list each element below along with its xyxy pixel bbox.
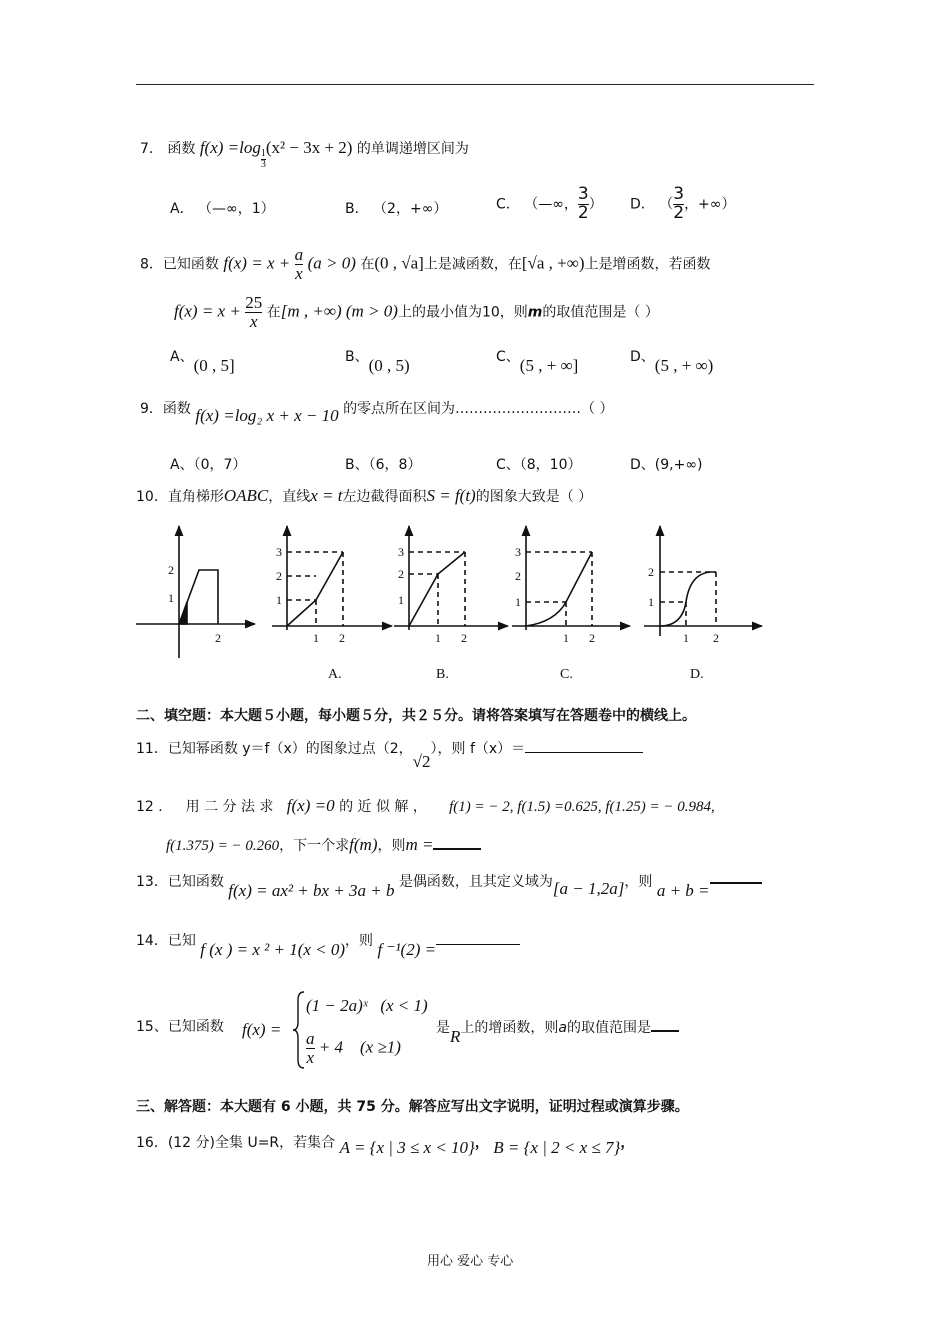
d-xtick-2: 2 <box>713 631 719 645</box>
q7-formula-arg: (x² − 3x + 2) <box>265 138 353 157</box>
q8-option-d: D、(5 , + ∞) <box>630 349 714 375</box>
trapezoid-graph <box>136 526 255 658</box>
q9-option-d: D、(9,+∞) <box>630 457 703 473</box>
a-ytick-1: 1 <box>276 593 282 607</box>
q15-case-2: $\frac{a}{x}$ + 4 (x ≥1) <box>306 1029 401 1067</box>
q15-brace <box>292 990 306 1070</box>
d-ytick-1: 1 <box>648 595 654 609</box>
a-ytick-3: 3 <box>276 545 282 559</box>
q10-line: 10．直角梯形OABC，直线x = t左边截得面积S = f(t)的图象大致是（ ） <box>136 486 593 505</box>
section-3-heading: 三、解答题：本大题有 6 小题，共 75 分。解答应写出文字说明，证明过程或演算步骤。 <box>136 1099 689 1115</box>
q12-values: f(1) = − 2, f(1.5) =0.625, f(1.25) = − 0.984, <box>449 799 715 815</box>
q7-number: 7． <box>140 141 163 157</box>
c-ytick-3: 3 <box>515 545 521 559</box>
c-label: C. <box>560 667 573 682</box>
q7-formula-lhs: f(x) =log <box>199 138 261 157</box>
graph-a <box>272 526 392 630</box>
page-footer: 用心 爱心 专心 <box>427 1254 514 1269</box>
graph-c <box>512 526 630 630</box>
a-xtick-1: 1 <box>313 631 319 645</box>
q8-interval-3: [m , +∞) (m > 0) <box>280 301 398 321</box>
q7-log-base: $\frac{1}{3}$ <box>260 147 266 170</box>
q15-case-1: (1 − 2a)ˣ (x < 1) <box>306 996 428 1015</box>
graph-b <box>394 526 508 630</box>
q7-lead: 函数 <box>167 141 196 157</box>
b-ytick-2: 2 <box>398 567 404 581</box>
q16-set-b: B = {x | 2 < x ≤ 7} <box>493 1138 621 1157</box>
q13-formula: f(x) = ax² + bx + 3a + b <box>228 881 395 900</box>
section-2-heading: 二、填空题：本大题５小题，每小题５分，共２５分。请将答案填写在答题卷中的横线上。 <box>136 708 696 724</box>
q13-answer-blank <box>710 868 762 884</box>
q16-line: 16．(12 分)全集 U=R，若集合 A = {x | 3 ≤ x < 10}， B = {x | 2 < x ≤ 7}， <box>136 1135 635 1157</box>
q9-line: 9．函数 f(x) =log₂ x + x − 10 的零点所在区间为………………………（ ） <box>140 401 614 425</box>
q9-formula: f(x) =log₂ x + x − 10 <box>195 406 339 425</box>
q14-formula: f (x ) = x ² + 1(x < 0) <box>200 940 346 959</box>
q15-lead: 15、已知函数 <box>136 1019 224 1035</box>
b-ytick-1: 1 <box>398 593 404 607</box>
q15-answer-blank <box>651 1016 679 1032</box>
q8-line1: 8．已知函数 f(x) = x + $\frac{a}{x}$ (a > 0) 在(0 , √a]上是减函数，在[√a , +∞)上是增函数，若函数 <box>140 245 711 283</box>
b-label: B. <box>436 667 449 682</box>
q9-option-a: A、（0，7） <box>170 457 247 473</box>
q7-tail: 的单调递增区间为 <box>356 141 469 157</box>
q7-option-c: C． （—∞， $\frac{3}{2}$ ） <box>496 184 603 223</box>
b-xtick-2: 2 <box>461 631 467 645</box>
graph-d <box>644 526 762 636</box>
q7-option-d: D． （ $\frac{3}{2}$ ，+∞） <box>630 184 736 223</box>
q15-tail: 是R上的增函数，则a的取值范围是 <box>436 1016 679 1037</box>
q14-line: 14．已知 f (x ) = x ² + 1(x < 0)，则 f ⁻¹(2) = <box>136 930 520 950</box>
left-ytick-1: 1 <box>168 591 174 605</box>
q10-figure <box>130 518 770 688</box>
q9-option-c: C、（8，10） <box>496 457 582 473</box>
d-label: D. <box>690 667 704 682</box>
q12-answer-blank <box>433 834 481 850</box>
q8-interval-1: (0 , √a] <box>374 253 424 273</box>
q8-line2: f(x) = x + $\frac{25}{x}$ 在[m , +∞) (m > 0)上的最小值为10，则m的取值范围是（ ） <box>174 293 659 331</box>
q8-f1-frac: $\frac{a}{x}$ <box>294 245 304 283</box>
b-ytick-3: 3 <box>398 545 404 559</box>
c-xtick-2: 2 <box>589 631 595 645</box>
header-rule <box>136 84 814 85</box>
q7-option-a: A． （—∞，1） <box>170 201 275 217</box>
q14-answer-blank <box>436 930 520 945</box>
q11-answer-blank <box>525 738 643 753</box>
q16-set-a: A = {x | 3 ≤ x < 10} <box>339 1138 475 1157</box>
q8-option-b: B、(0 , 5) <box>345 349 410 375</box>
a-label: A. <box>328 667 342 682</box>
q7-option-b: B． （2，+∞） <box>345 201 448 217</box>
q12-line2: f(1.375) = − 0.260，下一个求f(m)，则m = <box>166 834 481 855</box>
c-ytick-1: 1 <box>515 595 521 609</box>
c-ytick-2: 2 <box>515 569 521 583</box>
q11-sqrt: √2 <box>412 752 431 771</box>
q13-line: 13．已知函数 f(x) = ax² + bx + 3a + b 是偶函数，且其定义域为[a − 1,2a]，则 a + b = <box>136 870 762 891</box>
q8-f1-lhs: f(x) = x + <box>223 253 291 273</box>
q8-option-c: C、(5 , + ∞] <box>496 349 579 375</box>
b-xtick-1: 1 <box>435 631 441 645</box>
c-xtick-1: 1 <box>563 631 569 645</box>
q9-option-b: B、（6，8） <box>345 457 422 473</box>
left-ytick-2: 2 <box>168 563 174 577</box>
q15-lhs: f(x) = <box>242 1020 282 1039</box>
q8-f2-frac: $\frac{25}{x}$ <box>245 293 263 331</box>
q8-option-a: A、(0 , 5] <box>170 349 235 375</box>
q11-line: 11．已知幂函数 y＝f（x）的图象过点（2，√2），则 f（x）＝ <box>136 738 643 758</box>
left-xtick-2: 2 <box>215 631 221 645</box>
q7-line <box>140 138 469 171</box>
a-ytick-2: 2 <box>276 569 282 583</box>
a-xtick-2: 2 <box>339 631 345 645</box>
q12-line1: 12 ． 用 二 分 法 求 f(x) =0 的 近 似 解 ， f(1) = − 2, f(1.5) =0.625, f(1.25) = − 0.984, <box>136 796 715 815</box>
q8-interval-2: [√a , +∞) <box>521 253 585 273</box>
d-ytick-2: 2 <box>648 565 654 579</box>
d-xtick-1: 1 <box>683 631 689 645</box>
